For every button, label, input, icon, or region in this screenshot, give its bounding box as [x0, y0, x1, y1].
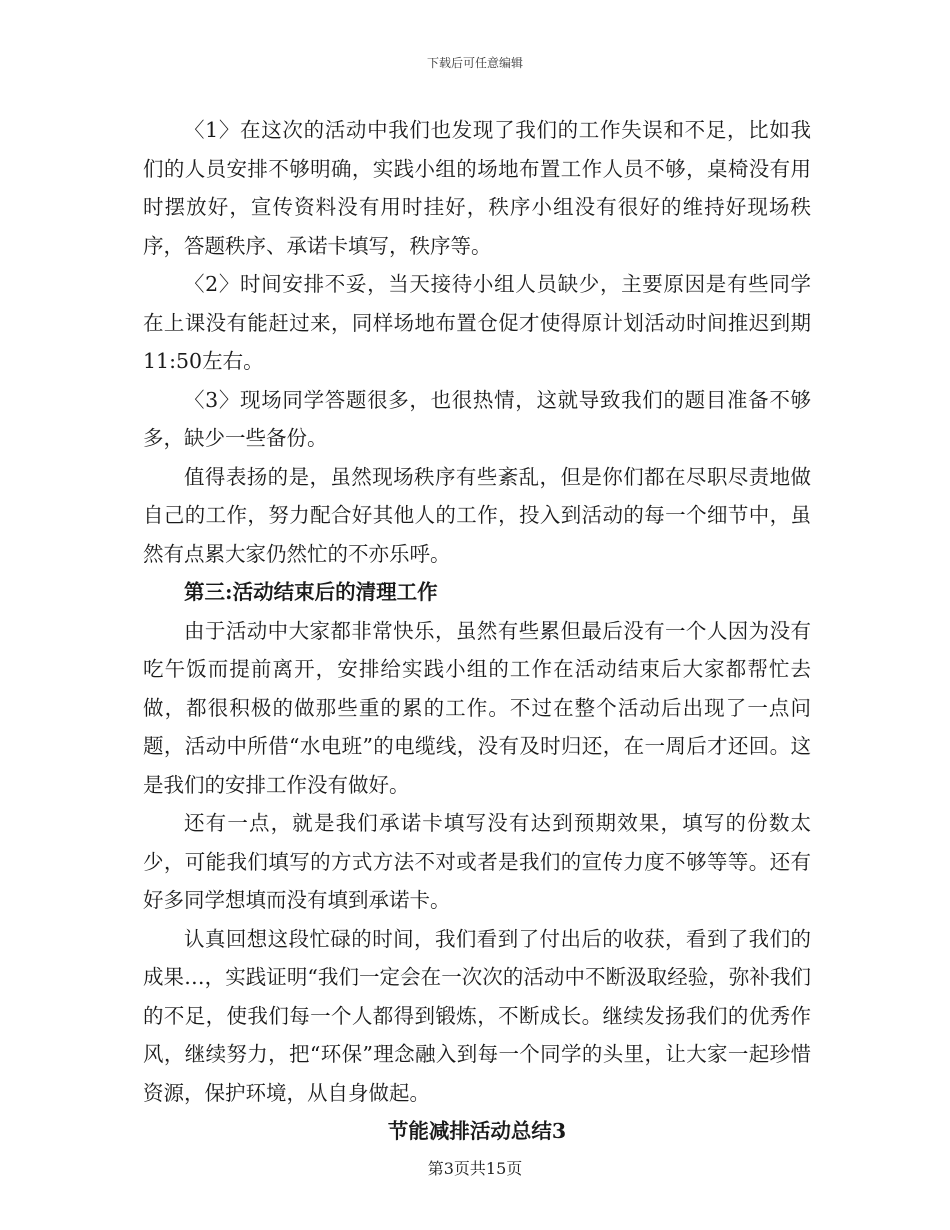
document-body [143, 111, 811, 1151]
page-header: 下载后可任意编辑 [426, 56, 523, 70]
paragraph-praise: 值得表扬的是，虽然现场秩序有些紊乱，但是你们都在尽职尽责地做自己的工作，努力配合好其他人的工作，投入到活动的每一个细节中，虽然有点累大家仍然忙的不亦乐呼。 [143, 464, 811, 566]
page-number: 第3页共15页 [427, 1159, 523, 1178]
paragraph-item-1: 〈1〉在这次的活动中我们也发现了我们的工作失误和不足，比如我们的人员安排不够明确，实践小组的场地布置工作人员不够，桌椅没有用时摆放好，宣传资料没有用时挂好，秩序小组没有很好的维持好现场秩序，答题秩序、承诺卡填写，秩序等。 [143, 118, 811, 258]
paragraph-item-2: 〈2〉时间安排不妥，当天接待小组人员缺少，主要原因是有些同学在上课没有能赶过来，同样场地布置仓促才使得原计划活动时间推迟到期11:50左右。 [143, 272, 811, 373]
next-section-title: 节能减排活动总结3 [387, 1119, 567, 1143]
section-heading: 第三:活动结束后的清理工作 [184, 580, 438, 604]
paragraph-item-3: 〈3〉现场同学答题很多，也很热情，这就导致我们的题目准备不够多，缺少一些备份。 [143, 387, 811, 450]
paragraph-cleanup: 由于活动中大家都非常快乐，虽然有些累但最后没有一个人因为没有吃午饭而提前离开，安排给实践小组的工作在活动结束后大家都帮忙去做，都很积极的做那些重的累的工作。不过在整个活动后出现了一点问题，活动中所借“水电班”的电缆线，没有及时归还，在一周后才还回。这是我们的安排工作没有做好。 [143, 618, 811, 797]
paragraph-pledge-card: 还有一点，就是我们承诺卡填写没有达到预期效果，填写的份数太少，可能我们填写的方式方法不对或者是我们的宣传力度不够等等。还有好多同学想填而没有填到承诺卡。 [143, 811, 811, 912]
paragraph-reflection: 认真回想这段忙碌的时间，我们看到了付出后的收获，看到了我们的成果…，实践证明“我们一定会在一次次的活动中不断汲取经验，弥补我们的不足，使我们每一个人都得到锻炼，不断成长。继续发扬我们的优秀作风，继续努力，把“环保”理念融入到每一个同学的头里，让大家一起珍惜资源，保护环境，从自身做起。 [143, 926, 811, 1105]
